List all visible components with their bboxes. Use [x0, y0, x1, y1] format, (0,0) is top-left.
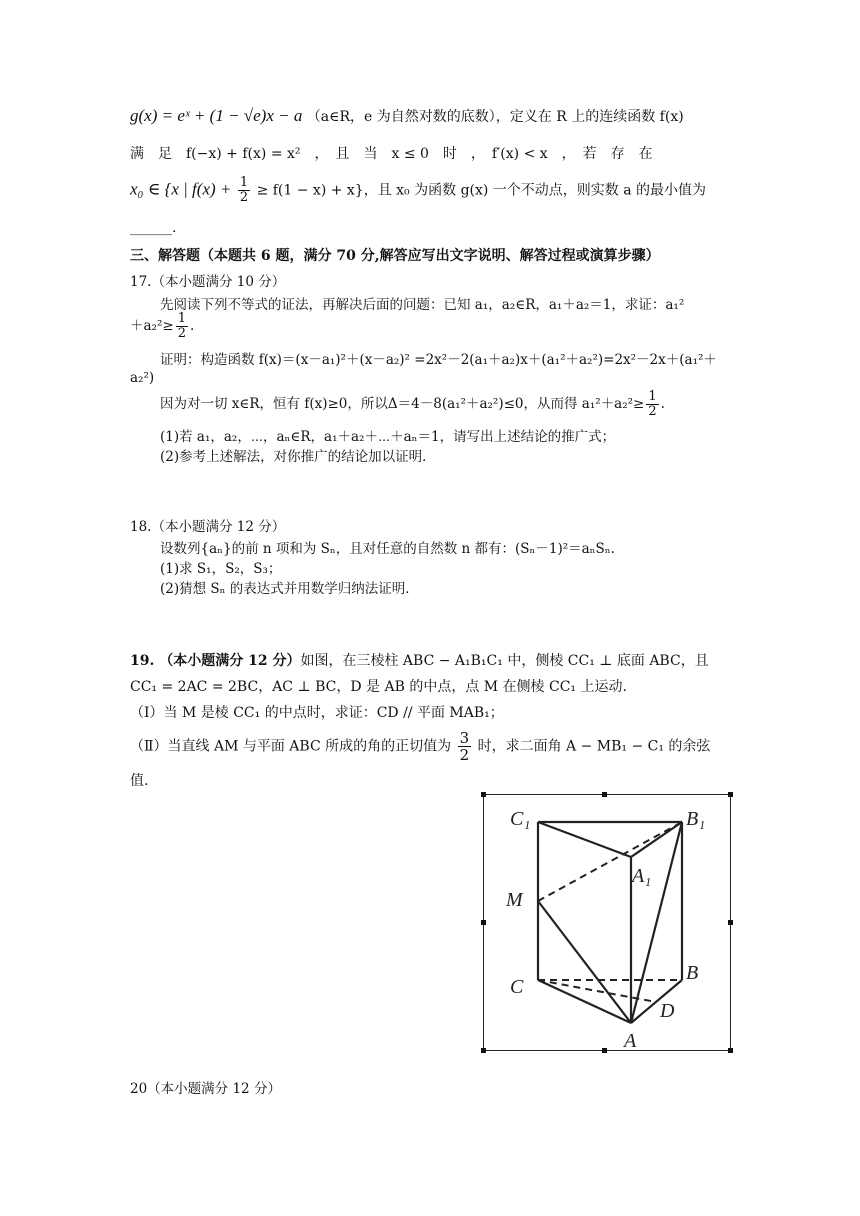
q17-line-2: [130, 312, 194, 341]
q17-l2-num: 1: [177, 311, 186, 326]
q19-l1-rest: 如图，在三棱柱 ABC − A₁B₁C₁ 中，侧棱 CC₁ ⊥ 底面 ABC，且: [300, 653, 709, 669]
q19-line-1: [130, 650, 709, 670]
q17-line-1: 先阅读下列不等式的证法，再解决后面的问题：已知 a₁，a₂∈R，a₁＋a₂＝1，求证：a₁²: [160, 297, 685, 313]
q18-line-1: 设数列{aₙ}的前 n 项和为 Sₙ，且对任意的自然数 n 都有：(Sₙ－1)²＝aₙSₙ.: [160, 541, 615, 557]
label-m: M: [506, 889, 523, 911]
q17-l2-fraction: [176, 312, 188, 341]
q19-l4-den: 2: [459, 746, 470, 764]
section-3-header: 三、解答题（本题共 6 题，满分 70 分,解答应写出文字说明、解答过程或演算步骤）: [130, 248, 660, 264]
label-c1: C₁: [510, 808, 531, 830]
label-c: C: [510, 976, 524, 998]
q19-l4-fraction: [458, 730, 472, 763]
q16-line1-text: （a∈R，e 为自然对数的底数），定义在 R 上的连续函数 f(x): [306, 109, 684, 125]
q17-line-7: (2)参考上述解法，对你推广的结论加以证明．: [160, 449, 436, 465]
prism-figure: [483, 794, 731, 1051]
q19-l4-post: 时，求二面角 A − MB₁ − C₁ 的余弦: [477, 738, 711, 755]
prism-diagram: [484, 795, 730, 1050]
q16-line3-post: ≥ f(1 − x) + x}，且 x₀ 为函数 g(x) 一个不动点，则实数 a 的最小值为: [256, 182, 707, 199]
q19-title: 19. （本小题满分 12 分）: [130, 653, 301, 669]
label-a1: A₁: [632, 865, 652, 887]
q17-line-6: (1)若 a₁，a₂，⋯，aₙ∈R，a₁＋a₂＋⋯＋aₙ＝1，请写出上述结论的推广式；: [160, 429, 616, 445]
q19-line-2: CC₁ = 2AC = 2BC，AC ⊥ BC，D 是 AB 的中点，点 M 在侧棱 CC₁ 上运动.: [130, 679, 627, 695]
q16-line-2: [130, 143, 653, 163]
q16-g-formula: g(x) = eˣ + (1 − √e)x − a: [130, 106, 303, 125]
edge-mb1-dashed: [538, 822, 682, 901]
q16-line-3: [130, 176, 706, 205]
q16-frac-num: 1: [239, 175, 249, 190]
label-b1: B₁: [686, 808, 706, 830]
q18-title: 18.（本小题满分 12 分）: [130, 519, 286, 535]
q20-title: 20（本小题满分 12 分）: [130, 1081, 281, 1097]
q17-l5-den: 2: [648, 404, 657, 419]
q17-line-4: a₂²): [130, 370, 155, 386]
q19-line-3: （Ⅰ）当 M 是棱 CC₁ 的中点时，求证：CD // 平面 MAB₁；: [130, 705, 504, 721]
label-b: B: [686, 962, 699, 984]
label-d: D: [660, 1000, 675, 1022]
q16-fraction: [238, 176, 250, 205]
edge-c1a1: [538, 822, 631, 857]
q17-l2-den: 2: [177, 326, 186, 341]
q19-l4-num: 3: [459, 729, 470, 747]
edge-ca: [538, 980, 631, 1023]
q17-line-3: 证明：构造函数 f(x)＝(x－a₁)²＋(x－a₂)² =2x²－2(a₁＋a₂)x＋(a₁²＋a₂²)=2x²－2x＋(a₁²＋: [160, 352, 717, 368]
q17-title: 17.（本小题满分 10 分）: [130, 274, 286, 290]
q16-blank: ______.: [130, 220, 177, 236]
q17-l2-pre: ＋a₂²≥: [130, 318, 174, 334]
q19-l4-pre: （Ⅱ）当直线 AM 与平面 ABC 所成的角的正切值为: [130, 738, 452, 755]
q17-line-5: [160, 390, 665, 419]
label-a: A: [624, 1030, 637, 1050]
q16-set-pre: x₀ ∈ {x | f(x) +: [130, 179, 232, 199]
q16-line-1: [130, 106, 684, 126]
edge-ma: [538, 901, 631, 1023]
q16-line2-text: 满 足 f(−x) + f(x) = x² ， 且 当 x ≤ 0 时 ， f′(x) < x ， 若 存 在: [130, 146, 653, 162]
q18-line-3: (2)猜想 Sₙ 的表达式并用数学归纳法证明．: [160, 581, 419, 597]
q19-line-5: 值.: [130, 773, 149, 789]
q17-l5-post: .: [660, 396, 665, 412]
q16-frac-den: 2: [239, 190, 249, 205]
q17-l5-fraction: [646, 390, 658, 419]
q19-line-4: [130, 730, 710, 763]
q17-l5-num: 1: [648, 389, 657, 404]
q17-l2-post: .: [189, 318, 195, 334]
q18-line-2: (1)求 S₁，S₂，S₃；: [160, 561, 282, 577]
q17-l5-pre: 因为对一切 x∈R，恒有 f(x)≥0，所以Δ＝4－8(a₁²＋a₂²)≤0，从而得 a₁²＋a₂²≥: [160, 396, 645, 412]
